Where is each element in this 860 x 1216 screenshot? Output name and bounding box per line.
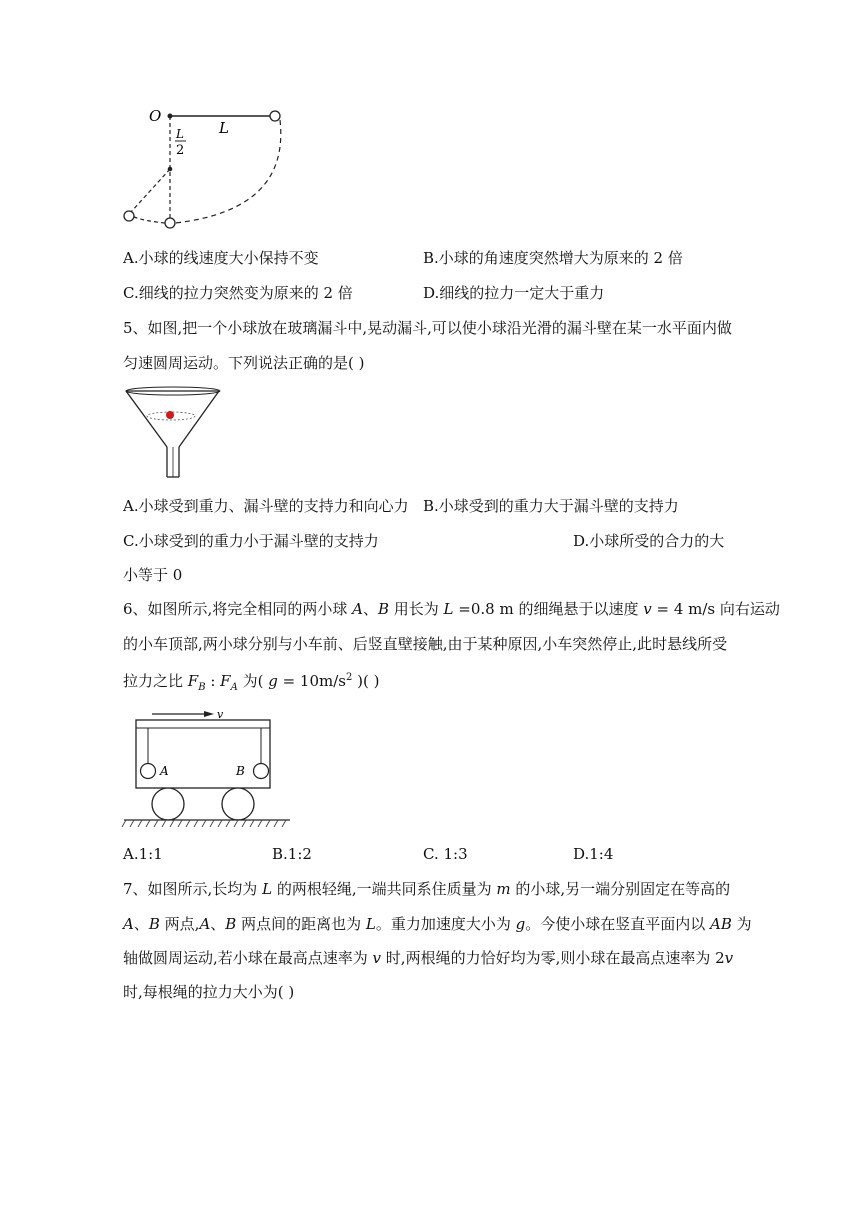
var-v: v [372,949,382,967]
var-a: A [123,915,134,933]
var-v: v [643,600,652,618]
q6-option-d: D.1:4 [573,845,614,863]
q5-stem-line1: 5、如图,把一个小球放在玻璃漏斗中,晃动漏斗,可以使小球沿光滑的漏斗壁在某一水平面内做 [123,319,732,337]
q7-text: 7、如图所示,长均为 [123,880,263,898]
q7-text: 。重力加速度大小为 [375,915,516,933]
var-g: g [268,672,278,690]
var-f: F [220,672,231,690]
var-l: L [365,915,376,933]
q4-option-b: B.小球的角速度突然增大为原来的 2 倍 [423,249,683,267]
q7-stem-line3 [123,947,733,968]
q7-text: 时,两根绳的力恰好均为零,则小球在最高点速率为 2 [381,949,725,967]
q7-text: 轴做圆周运动,若小球在最高点速率为 [123,949,373,967]
q6-text: 、 [362,600,378,618]
label-v: v [217,708,224,721]
q5-option-c: C.小球受到的重力小于漏斗壁的支持力 [123,532,379,550]
q6-stem-line3 [123,670,379,693]
q6-text: = 4 m/s 向右运动 [651,600,780,618]
q6-option-b: B.1:2 [272,845,312,863]
q4-option-d: D.细线的拉力一定大于重力 [423,284,605,302]
q7-text: 的两根轻绳,一端共同系住质量为 [272,880,497,898]
q5-option-d: D.小球所受的合力的大 [573,532,725,550]
funnel-figure [122,385,232,485]
var-v: v [724,949,734,967]
q7-text: 两点间的距离也为 [236,915,366,933]
q6-text: = 10m/s [277,672,346,690]
pendulum-figure [115,100,315,240]
var-m: m [496,880,511,898]
q5-option-a: A.小球受到重力、漏斗壁的支持力和向心力 [123,497,409,515]
label-half-num: L [176,127,184,141]
var-b: B [148,915,160,933]
label-l: L [219,119,229,137]
q6-stem-line2: 的小车顶部,两小球分别与小车前、后竖直壁接触,由于某种原因,小车突然停止,此时悬线所受 [123,635,728,653]
sub-b: B [198,682,206,693]
q7-stem-line4: 时,每根绳的拉力大小为( ) [123,983,295,1001]
q6-text: 6、如图所示,将完全相同的两小球 [123,600,353,618]
q6-option-a: A.1:1 [123,845,163,863]
q4-option-c: C.细线的拉力突然变为原来的 2 倍 [123,284,353,302]
q4-option-a: A.小球的线速度大小保持不变 [123,249,319,267]
q6-stem-line1 [123,598,780,619]
sub-a: A [230,682,238,693]
q7-text: 两点, [159,915,200,933]
var-f: F [187,672,199,690]
var-l: L [443,600,454,618]
var-l: L [262,880,273,898]
superscript: 2 [345,672,353,683]
q6-text: 拉力之比 [123,672,188,690]
q6-text: : [205,672,221,690]
q6-text: 用长为 [388,600,444,618]
var-ab: AB [710,915,732,933]
var-a: A [199,915,211,933]
q5-option-d-cont: 小等于 0 [123,566,183,584]
label-b: B [236,764,245,778]
q6-text: 为( [237,672,269,690]
q7-text: 、 [210,915,226,933]
q7-stem-line1 [123,878,730,899]
label-o: O [149,107,162,125]
q6-text: =0.8 m 的细绳悬于以速度 [453,600,644,618]
var-b: B [377,600,389,618]
var-b: B [225,915,237,933]
q6-option-c: C. 1:3 [423,845,468,863]
var-g: g [515,915,526,933]
label-a: A [160,764,169,778]
cart-figure [122,700,292,840]
q5-stem-line2: 匀速圆周运动。下列说法正确的是( ) [123,354,365,372]
q6-text: )( ) [352,672,380,690]
q5-option-b: B.小球受到的重力大于漏斗壁的支持力 [423,497,679,515]
q7-text: 的小球,另一端分别固定在等高的 [510,880,731,898]
q7-text: 。今使小球在竖直平面内以 [525,915,711,933]
q7-stem-line2 [123,913,752,934]
q7-text: 、 [133,915,149,933]
q7-text: 为 [731,915,752,933]
label-half-den: 2 [176,143,185,158]
var-a: A [352,600,363,618]
